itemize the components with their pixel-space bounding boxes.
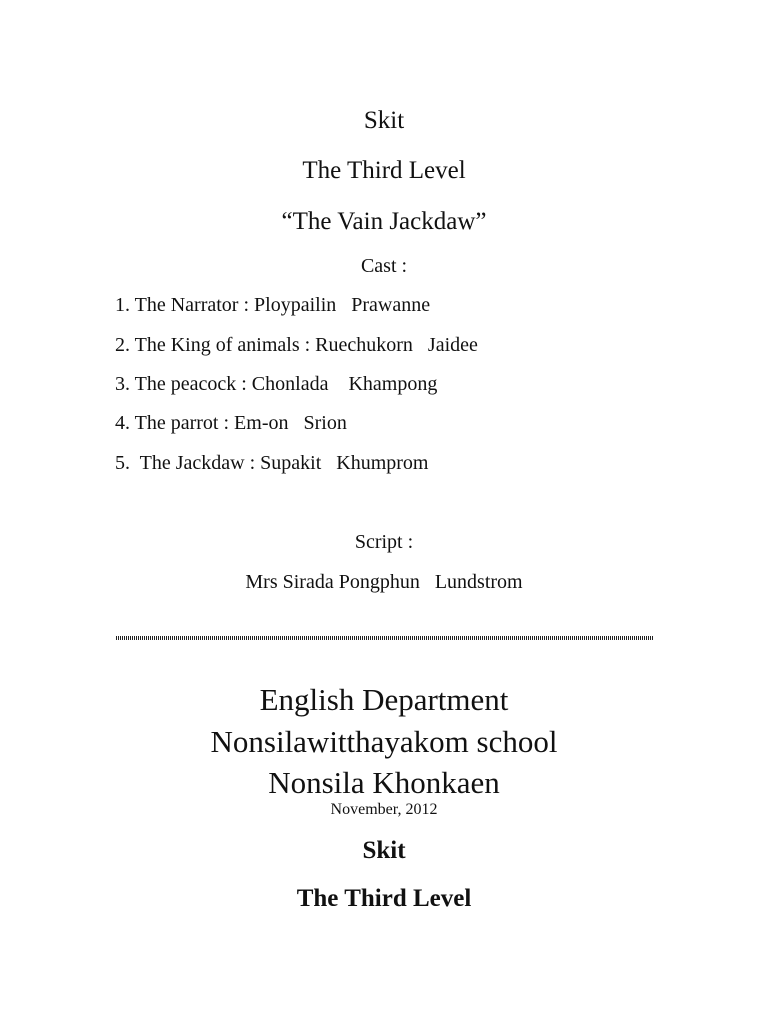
script-label: Script : [354,531,414,553]
cast-member: 5. The Jackdaw : Supakit Khumprom [115,452,429,474]
script-author: Mrs Sirada Pongphun Lundstrom [245,571,523,593]
cast-member: 4. The parrot : Em-on Srion [115,412,347,434]
divider-line [116,636,653,640]
school-name: Nonsilawitthayakom school [210,724,558,759]
cast-label: Cast : [360,255,408,277]
title-skit: Skit [363,107,405,134]
cast-member: 2. The King of animals : Ruechukorn Jaidee [115,334,478,356]
school-location: Nonsila Khonkaen [268,765,500,800]
department-name: English Department [259,682,509,717]
cast-member: 1. The Narrator : Ploypailin Prawanne [115,294,431,316]
cast-member: 3. The peacock : Chonlada Khampong [115,373,438,395]
document-date: November, 2012 [330,801,438,818]
next-page-title-level: The Third Level [296,885,472,912]
title-play-name: “The Vain Jackdaw” [281,208,487,235]
next-page-title-skit: Skit [362,837,406,864]
title-level: The Third Level [302,157,466,184]
